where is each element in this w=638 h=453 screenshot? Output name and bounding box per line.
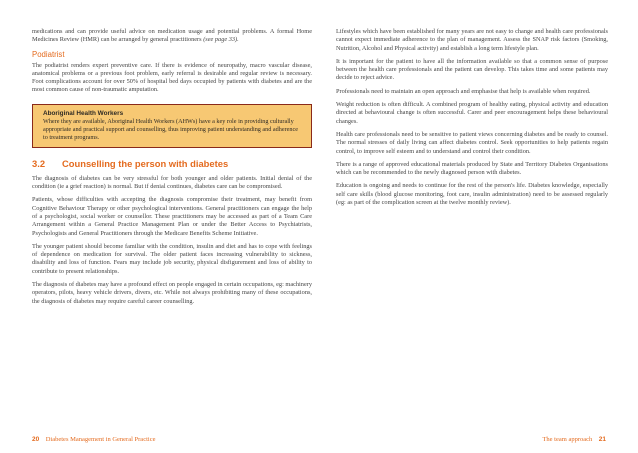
- paragraph: The podiatrist renders expert preventive care. If there is evidence of neuropathy, macro vascular disease, anatomical problems or a previous foot problem, early referral is desirable and regular review is necessary. Foot complications account for over 50% of hospital bed days occupied by patients with diabetes and are the most common cause of non-traumatic amputation.: [32, 61, 312, 94]
- page-number-right: 21: [598, 436, 606, 443]
- paragraph: The younger patient should become familiar with the condition, insulin and diet and has to cope with feelings of dependence on medication for survival. The older patient faces increasing vulnerability to sickness, disability and loss of function. Fears may include job security, physical disfigurement and loss of ability to contribute to present relationships.: [32, 242, 312, 275]
- paragraph: The diagnosis of diabetes can be very stressful for both younger and older patients. Initial denial of the condition (ie a grief reaction) is normal. But if denial continues, diabetes care can be compromised.: [32, 174, 312, 191]
- section-heading: [32, 158, 312, 169]
- right-column: [336, 28, 608, 212]
- paragraph: There is a range of approved educational materials produced by State and Territory Diabetes Organisations which can be recommended to the newly diagnosed person with diabetes.: [336, 160, 608, 177]
- paragraph: The diagnosis of diabetes may have a profound effect on people engaged in certain occupations, eg: machinery operators, pilots, heavy vehicle drivers, divers, etc. While not always prohibiting many of these occupations, the diagnosis of diabetes may require careful career counselling.: [32, 281, 312, 305]
- paragraph: Education is ongoing and needs to continue for the rest of the person's life. Diabetes knowledge, especially self care skills (blood glucose monitoring, foot care, insulin administration) need to be assessed regularly (eg: as part of the complication screen at the twelve monthly review).: [336, 182, 608, 207]
- paragraph: Professionals need to maintain an open approach and emphasise that help is available when required.: [336, 87, 591, 95]
- section-title: Counselling the person with diabetes: [62, 157, 229, 169]
- footer-title-right: The team approach: [542, 436, 593, 443]
- callout-box: [32, 104, 312, 148]
- footer-title-left: Diabetes Management in General Practice: [45, 436, 156, 443]
- page-number-left: 20: [32, 436, 40, 443]
- footer-left: [32, 436, 155, 443]
- paragraph: medications and can provide useful advice on medication usage and potential problems. A formal Home Medicines Review (HMR) can be arranged by general practitioners (see page 33).: [32, 28, 312, 44]
- page-reference: (see page 33).: [203, 36, 239, 44]
- section-number: 3.2: [32, 157, 46, 169]
- paragraph: Patients, whose difficulties with accepting the diagnosis compromise their treatment, may benefit from Cognitive Behaviour Therapy or other psychological interventions. General practitioners can engage the help of a psychologist, social worker or counsellor. These practitioners may be accessed as part of a Team Care Arrangement within a General Practice Management Plan or under the Better Access to Psychiatrists, Psychologists and General Practitioners through the Medicare Benefits Scheme Initiative.: [32, 196, 312, 237]
- left-column: [32, 28, 312, 311]
- footer-right: [542, 436, 606, 443]
- paragraph: Weight reduction is often difficult. A combined program of healthy eating, physical activity and education directed at behavioural change is often successful. Carer and peer encouragement helps these behavioural changes.: [336, 101, 608, 125]
- callout-body: Where they are available, Aboriginal Health Workers (AHWs) have a key role in providing culturally appropriate and practical support and counselling, thus improving patient understanding and adherence to treatment programs.: [43, 117, 298, 141]
- paragraph: Health care professionals need to be sensitive to patient views concerning diabetes and be ready to counsel. The normal stresses of daily living can affect diabetes control. Seek opportunities to help patients regain control, to improve self esteem and to understand and control their condition.: [336, 130, 608, 155]
- podiatrist-heading: Podiatrist: [32, 49, 65, 59]
- paragraph: It is important for the patient to have all the information available so that a common sense of purpose between the health care professionals and the patient can develop. This takes time and some patients may decide to reject advice.: [336, 57, 608, 82]
- callout-title: Aboriginal Health Workers: [43, 109, 124, 117]
- paragraph: Lifestyles which have been established for many years are not easy to change and health care professionals cannot expect immediate adherence to the plan of management. Assess the SNAP risk factors (Smoking, Nutrition, Alcohol and Physical activity) and establish a long term lifestyle plan.: [336, 28, 608, 52]
